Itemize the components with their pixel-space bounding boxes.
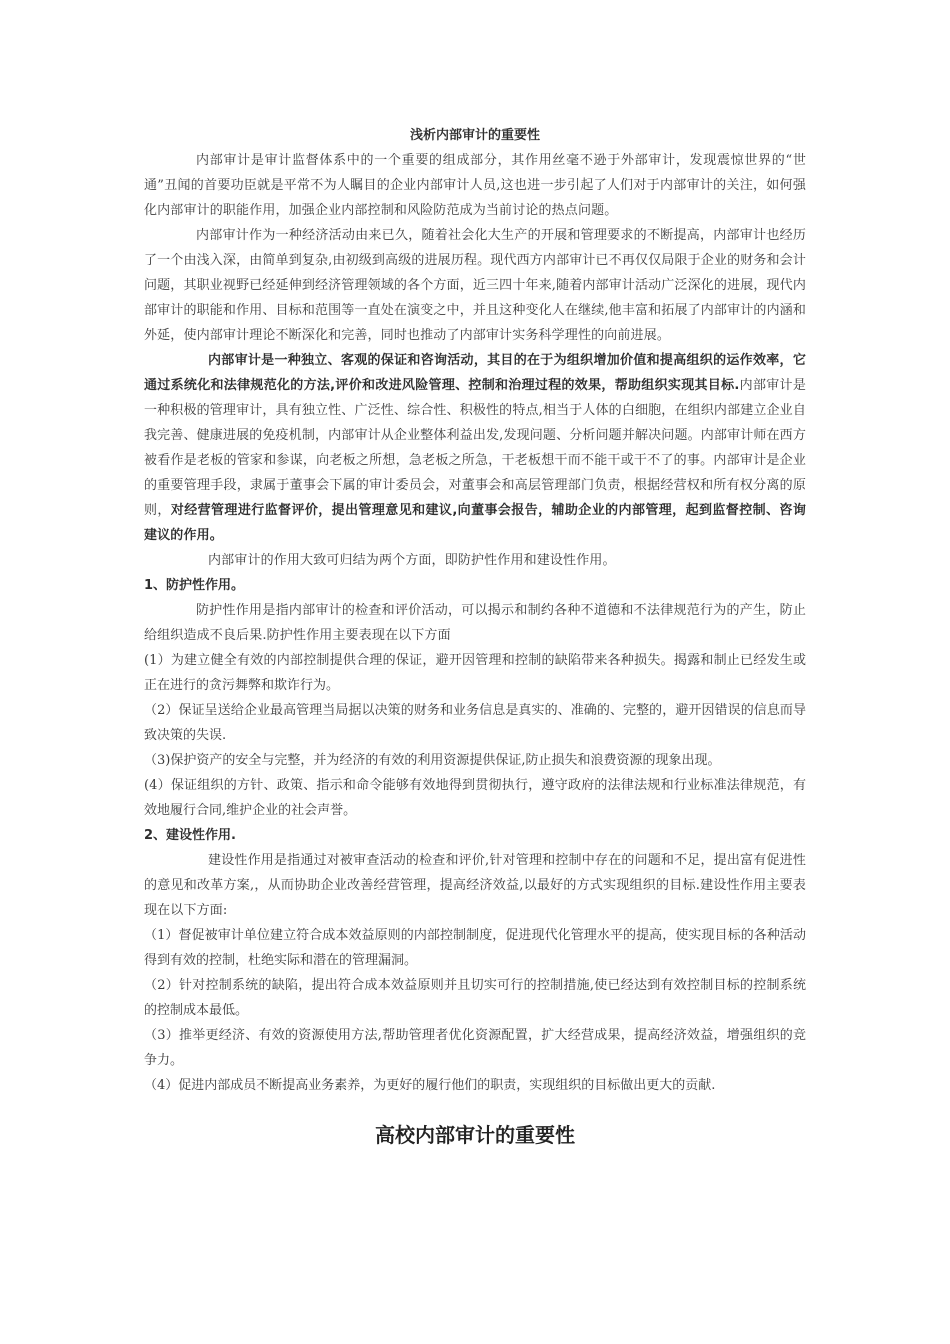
intro-paragraph-2: 内部审计作为一种经济活动由来已久，随着社会化大生产的开展和管理要求的不断提高，内部审计也经历了一个由浅入深，由简单到复杂,由初级到高级的进展历程。现代西方内部审计已不再仅仅局限于企业的财务和会计问题，其职业视野已经延伸到经济管理领域的各个方面，近三四十年来,随着内部审计活动广泛深化的进展，现代内部审计的职能和作用、目标和范围等一直处在演变之中，并且这种变化人在继续,他丰富和拓展了内部审计的内涵和外延，使内部审计理论不断深化和完善，同时也推动了内部审计实务科学理性的向前进展。 (144, 228, 806, 343)
document-title: 浅析内部审计的重要性 (409, 128, 540, 143)
section2-intro: 建设性作用是指通过对被审查活动的检查和评价,针对管理和控制中存在的问题和不足，提出富有促进性的意见和改革方案,，从而协助企业改善经营管理，提高经济效益,以最好的方式实现组织的目标.建设性作用主要表现在以下方面: (144, 853, 806, 918)
section2-item: （1）督促被审计单位建立符合成本效益原则的内部控制制度，促进现代化管理水平的提高，使实现目标的各种活动得到有效的控制，杜绝实际和潜在的管理漏洞。 (144, 928, 806, 968)
section1-item: （2）保证呈送给企业最高管理当局据以决策的财务和业务信息是真实的、准确的、完整的，避开因错误的信息而导致决策的失误. (144, 703, 806, 743)
definition-bold-tail: 对经营管理进行监督评价，提出管理意见和建议,向董事会报告，辅助企业的内部管理，起到监督控制、咨询建议的作用。 (144, 503, 806, 543)
definition-middle: 内部审计是一种积极的管理审计，具有独立性、广泛性、综合性、积极性的特点,相当于人体的白细胞，在组织内部建立企业自我完善、健康进展的免疫机制，内部审计从企业整体利益出发,发现问题、分析问题并解决问题。内部审计师在西方被看作是老板的管家和参谋，向老板之所想，急老板之所急，干老板想干而不能干或干不了的事。内部审计是企业的重要管理手段，隶属于董事会下属的审计委员会，对董事会和高层管理部门负责，根据经营权和所有权分离的原则， (144, 378, 806, 518)
definition-paragraph (144, 348, 806, 548)
intro-paragraph-1: 内部审计是审计监督体系中的一个重要的组成部分，其作用丝毫不逊于外部审计，发现震惊世界的“世通”丑闻的首要功臣就是平常不为人瞩目的企业内部审计人员,这也进一步引起了人们对于内部审计的关注，如何强化内部审计的职能作用，加强企业内部控制和风险防范成为当前讨论的热点问题。 (144, 153, 806, 218)
section1-intro: 防护性作用是指内部审计的检查和评价活动，可以揭示和制约各种不道德和不法律规范行为的产生，防止给组织造成不良后果.防护性作用主要表现在以下方面 (144, 603, 806, 643)
section2-item: （3）推举更经济、有效的资源使用方法,帮助管理者优化资源配置，扩大经营成果，提高经济效益，增强组织的竞争力。 (144, 1028, 806, 1068)
document-body (144, 124, 806, 1150)
section1-item: (1）为建立健全有效的内部控制提供合理的保证，避开因管理和控制的缺陷带来各种损失。揭露和制止已经发生或正在进行的贪污舞弊和欺诈行为。 (144, 653, 806, 693)
section1-item: （3)保护资产的安全与完整，并为经济的有效的利用资源提供保证,防止损失和浪费资源的现象出现。 (144, 753, 721, 768)
next-section-title: 高校内部审计的重要性 (375, 1123, 575, 1147)
section1-item: (4）保证组织的方针、政策、指示和命令能够有效地得到贯彻执行，遵守政府的法律法规和行业标准法律规范，有效地履行合同,维护企业的社会声誉。 (144, 778, 806, 818)
summary-paragraph: 内部审计的作用大致可归结为两个方面，即防护性作用和建设性作用。 (208, 553, 616, 568)
section2-heading: 2、建设性作用. (144, 828, 236, 843)
definition-bold-lead: 内部审计是一种独立、客观的保证和咨询活动，其目的在于为组织增加价值和提高组织的运作效率，它通过系统化和法律规范化的方法,评价和改进风险管理、控制和治理过程的效果，帮助组织实现其目标. (144, 353, 806, 393)
section2-item: （4）促进内部成员不断提高业务素养，为更好的履行他们的职责，实现组织的目标做出更大的贡献. (144, 1078, 716, 1093)
section1-heading: 1、防护性作用。 (144, 578, 245, 593)
section2-item: （2）针对控制系统的缺陷，提出符合成本效益原则并且切实可行的控制措施,使已经达到有效控制目标的控制系统的控制成本最低。 (144, 978, 806, 1018)
